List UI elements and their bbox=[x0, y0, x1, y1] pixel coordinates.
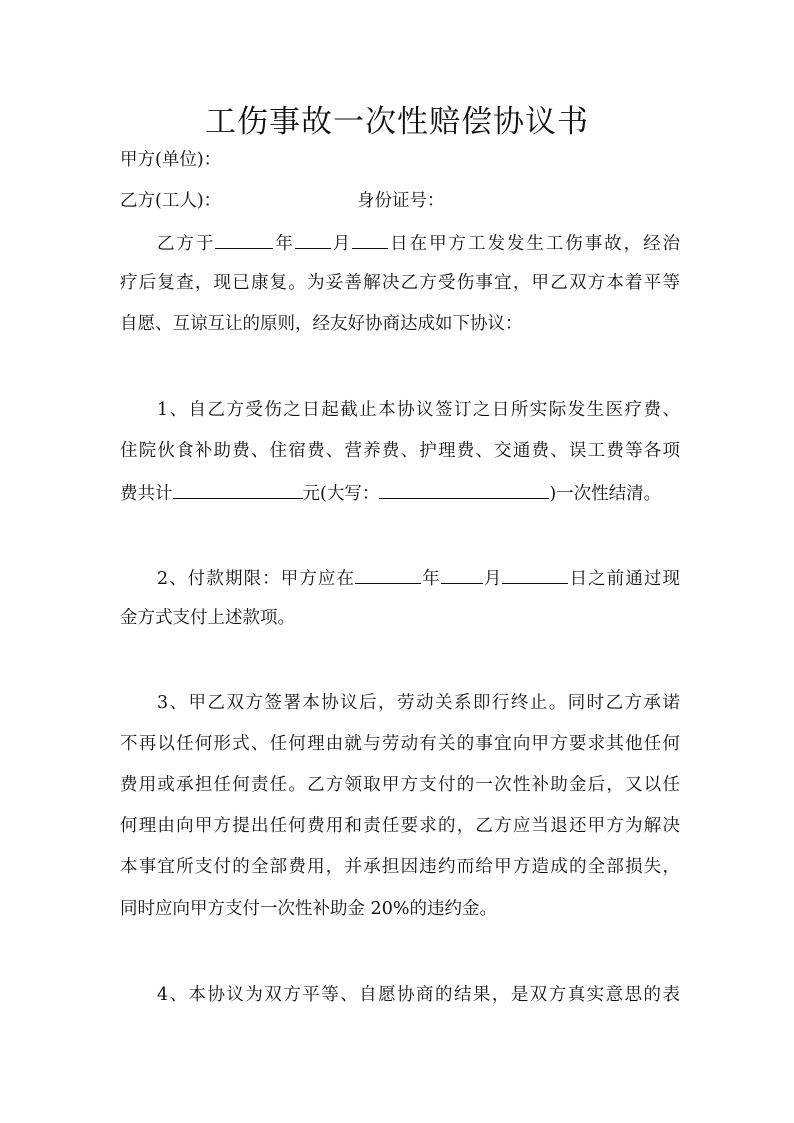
fill-in-blank[interactable] bbox=[295, 230, 331, 249]
fill-in-blank[interactable] bbox=[502, 565, 568, 584]
line-text: 乙方于 bbox=[157, 234, 216, 254]
text-line-clause1-3 bbox=[120, 480, 680, 506]
line-text: 月 bbox=[482, 569, 503, 589]
party-b-label: 乙方(工人)： bbox=[120, 191, 222, 211]
fill-in-blank[interactable] bbox=[215, 230, 273, 249]
text-line-clause4-1 bbox=[120, 983, 680, 1007]
text-line-clause3-3 bbox=[120, 773, 680, 797]
fill-in-blank[interactable] bbox=[441, 565, 483, 584]
line-text: 年 bbox=[421, 569, 441, 589]
line-text: 年 bbox=[273, 234, 295, 254]
line-text: 金方式支付上述款项。 bbox=[120, 608, 295, 628]
line-text: 日在甲方工发发生工伤事故，经治 bbox=[388, 234, 681, 254]
fill-in-blank[interactable] bbox=[379, 480, 549, 499]
line-text: 本事宜所支付的全部费用，并承担因违约而给甲方造成的全部损失， bbox=[120, 857, 680, 877]
text-line-clause1-1 bbox=[120, 398, 680, 422]
line-text: 4、本协议为双方平等、自愿协商的结果，是双方真实意思的表 bbox=[157, 985, 680, 1005]
text-line-clause3-4 bbox=[120, 814, 680, 838]
line-text: 费共计 bbox=[120, 484, 173, 504]
party-a-line bbox=[120, 148, 680, 172]
text-line-clause3-5 bbox=[120, 855, 680, 879]
line-text: 1、自乙方受伤之日起截止本协议签订之日所实际发生医疗费、 bbox=[157, 400, 680, 420]
text-line-clause2-2 bbox=[120, 606, 680, 630]
line-text: 住院伙食补助费、住宿费、营养费、护理费、交通费、误工费等各项 bbox=[120, 441, 680, 461]
text-line-clause3-6 bbox=[120, 897, 680, 921]
fill-in-blank[interactable] bbox=[352, 230, 388, 249]
party-b-line bbox=[120, 189, 680, 213]
text-line-clause3-1 bbox=[120, 691, 680, 715]
line-text: 何理由向甲方提出任何费用和责任要求的，乙方应当退还甲方为解决 bbox=[120, 816, 680, 836]
party-a-label: 甲方(单位)： bbox=[120, 150, 222, 170]
text-line-intro-1 bbox=[120, 230, 680, 256]
text-line-clause1-2 bbox=[120, 439, 680, 463]
line-text: 不再以任何形式、任何理由就与劳动有关的事宜向甲方要求其他任何 bbox=[120, 734, 680, 754]
line-text: 日之前通过现 bbox=[568, 569, 681, 589]
line-text: 元(大写： bbox=[302, 484, 380, 504]
line-text: 费用或承担任何责任。乙方领取甲方支付的一次性补助金后，又以任 bbox=[120, 775, 680, 795]
fill-in-blank[interactable] bbox=[355, 565, 421, 584]
id-number-label: 身份证号： bbox=[357, 191, 445, 211]
line-text: 自愿、互谅互让的原则，经友好协商达成如下协议： bbox=[120, 314, 523, 334]
text-line-intro-2 bbox=[120, 271, 680, 295]
text-line-intro-3 bbox=[120, 312, 680, 336]
line-text: 疗后复查，现已康复。为妥善解决乙方受伤事宜，甲乙双方本着平等 bbox=[120, 273, 680, 293]
fill-in-blank[interactable] bbox=[173, 480, 303, 499]
line-text: 2、付款期限：甲方应在 bbox=[157, 569, 356, 589]
line-text: 月 bbox=[330, 234, 353, 254]
line-text: 同时应向甲方支付一次性补助金 20%的违约金。 bbox=[120, 899, 497, 919]
text-line-clause2-1 bbox=[120, 565, 680, 591]
line-text: )一次性结清。 bbox=[549, 484, 662, 504]
line-text: 3、甲乙双方签署本协议后，劳动关系即行终止。同时乙方承诺 bbox=[157, 693, 680, 713]
document-title: 工伤事故一次性赔偿协议书 bbox=[205, 104, 589, 140]
text-line-clause3-2 bbox=[120, 732, 680, 756]
